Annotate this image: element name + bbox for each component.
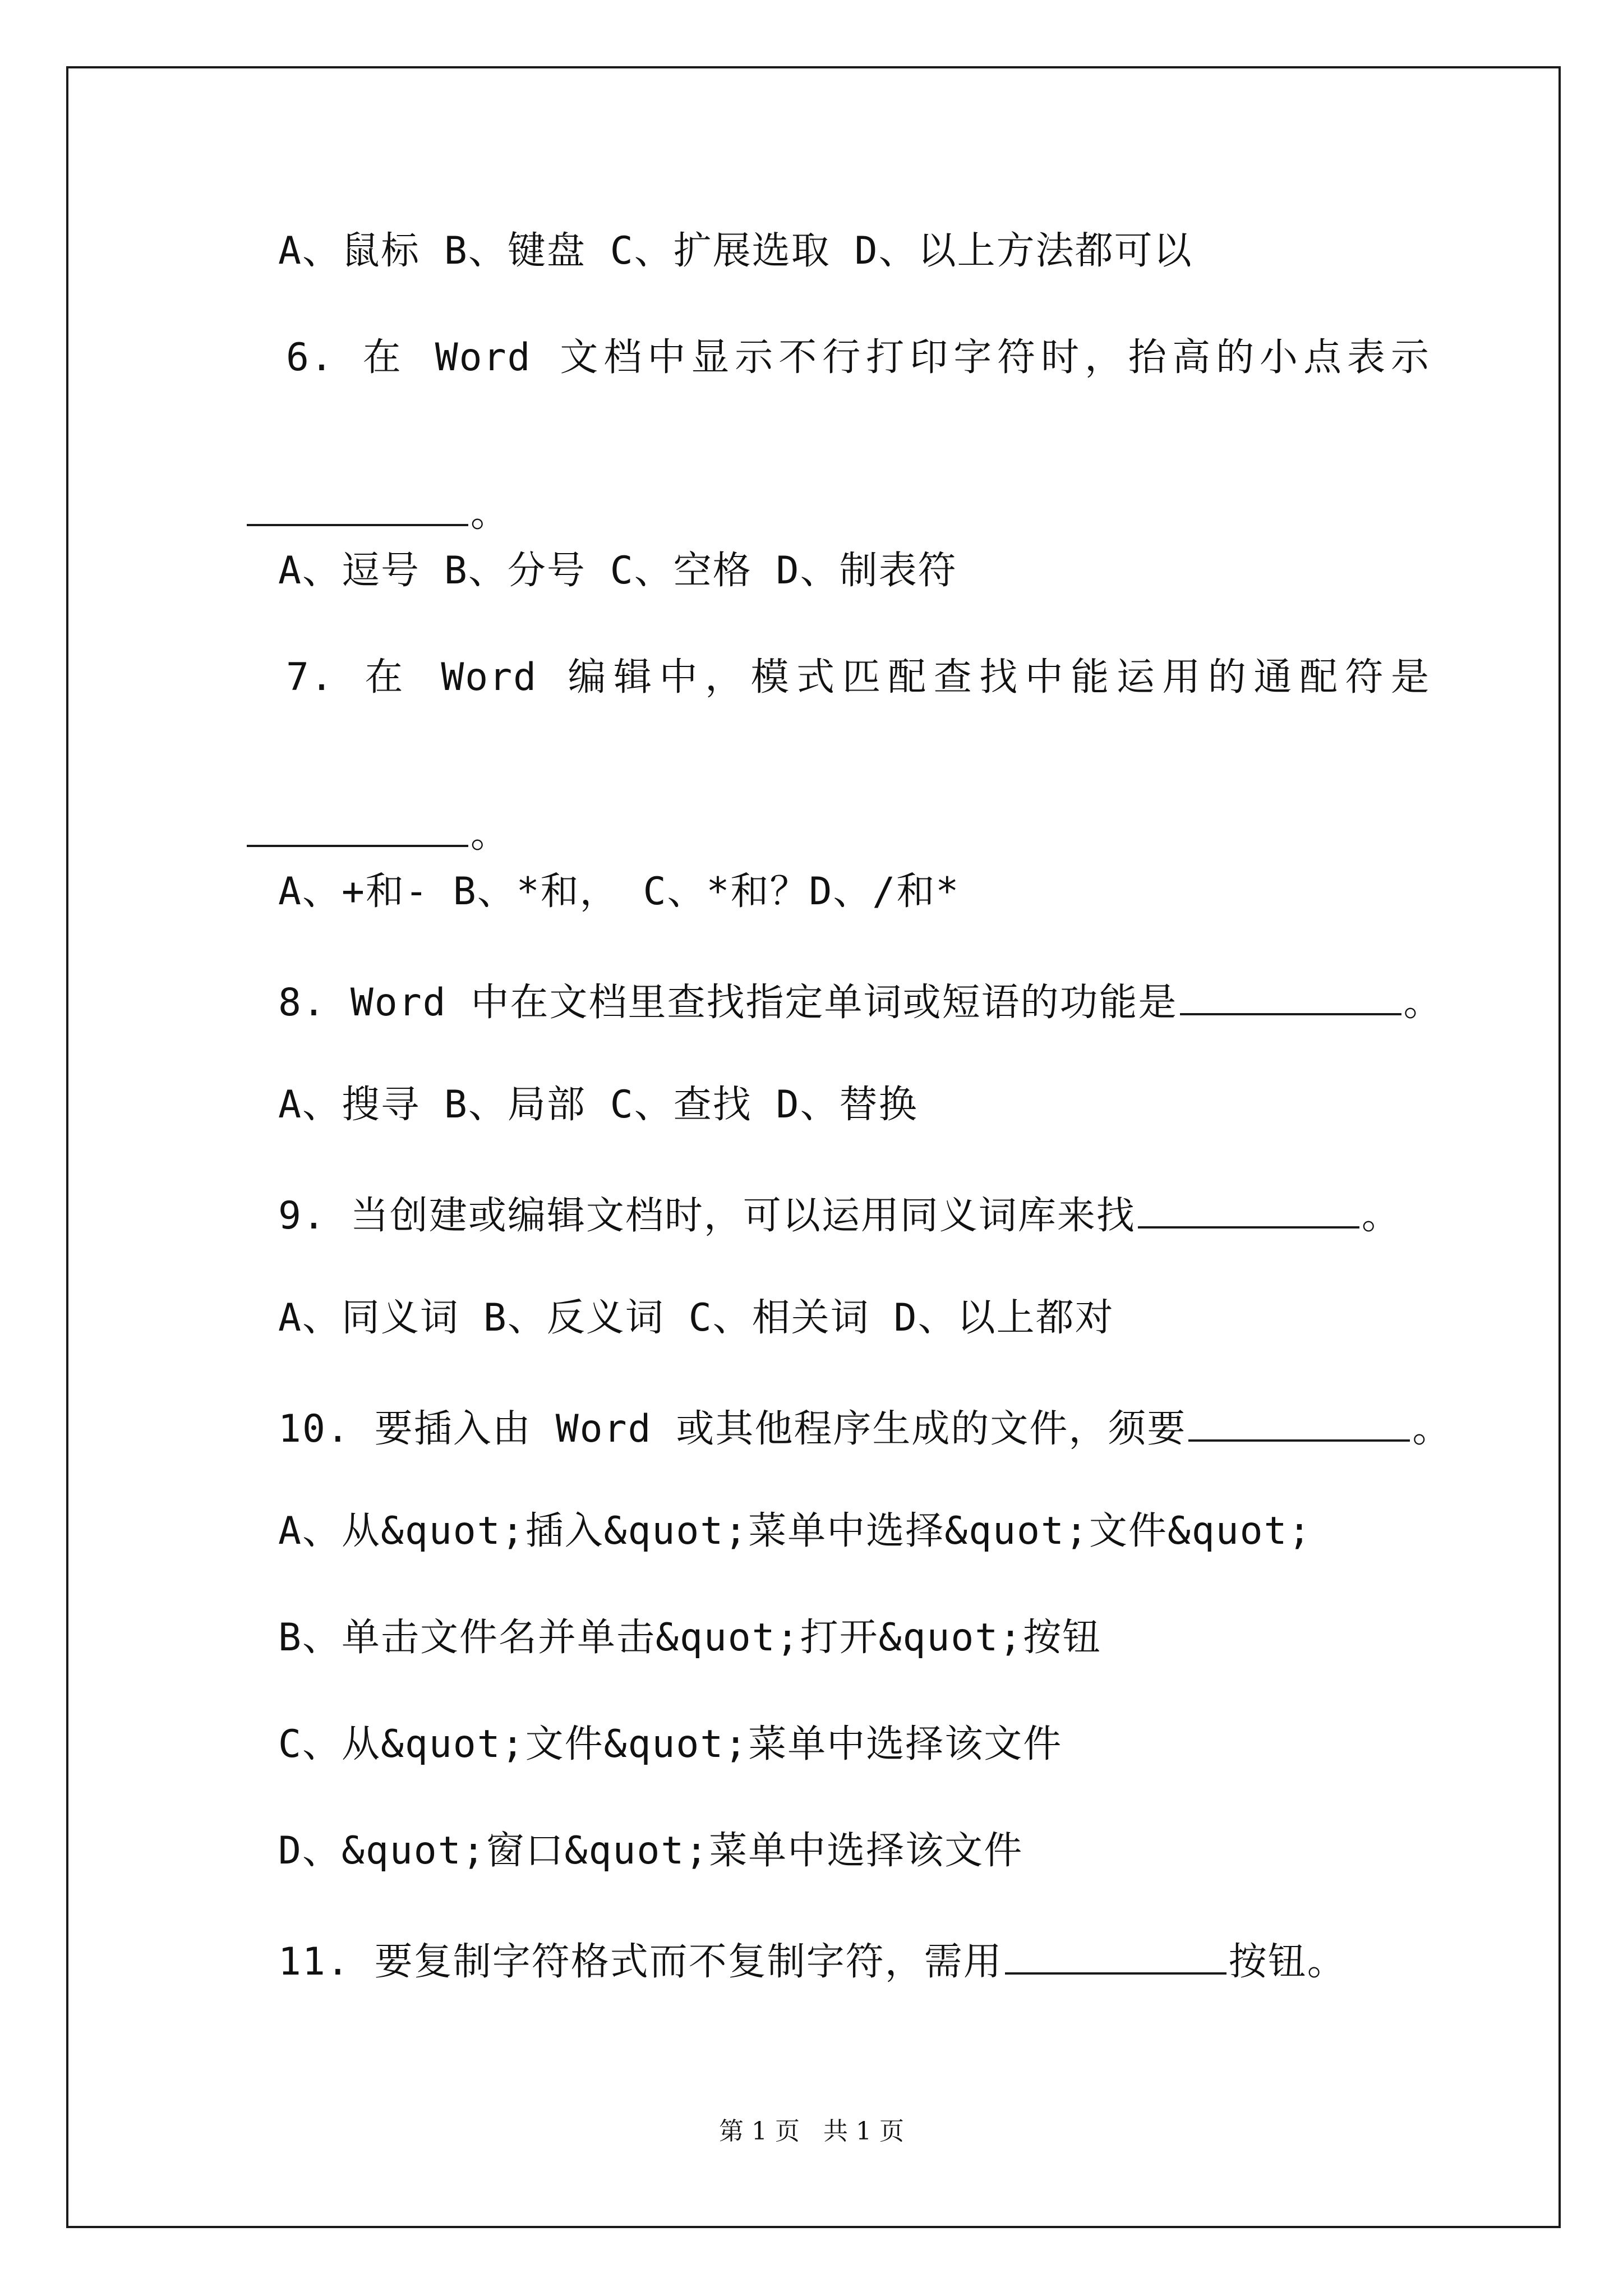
answer-blank[interactable] [247, 808, 468, 847]
answer-blank[interactable] [1188, 1402, 1410, 1442]
question-7-answer-line: 。 [196, 763, 510, 857]
page-footer: 第 1 页 共 1 页 [719, 2117, 904, 2146]
question-9-options: A、同义词 B、反义词 C、相关词 D、以上都对 [278, 1296, 1114, 1340]
answer-blank[interactable] [1138, 1189, 1359, 1228]
question-6-text: 6. 在 Word 文档中显示不行打印字符时，抬高的小点表示 [286, 335, 1430, 380]
question-10-option-d: D、&quot;窗口&quot;菜单中选择该文件 [278, 1829, 1023, 1873]
question-6-answer-line: 。 [196, 442, 510, 536]
question-6-options: A、逗号 B、分号 C、空格 D、制表符 [278, 549, 957, 593]
question-5-options: A、鼠标 B、键盘 C、扩展选取 D、以上方法都可以 [278, 229, 1193, 273]
question-10-option-c: C、从&quot;文件&quot;菜单中选择该文件 [278, 1722, 1063, 1766]
question-10-option-a: A、从&quot;插入&quot;菜单中选择&quot;文件&quot; [278, 1509, 1312, 1553]
question-10-text: 10. 要插入由 Word 或其他程序生成的文件，须要 。 [278, 1402, 1451, 1452]
question-10-option-b: B、单击文件名并单击&quot;打开&quot;按钮 [278, 1616, 1102, 1660]
answer-blank[interactable] [247, 487, 468, 526]
question-8-options: A、搜寻 B、局部 C、查找 D、替换 [278, 1083, 918, 1127]
answer-blank[interactable] [1005, 1935, 1227, 1975]
question-7-text: 7. 在 Word 编辑中，模式匹配查找中能运用的通配符是 [286, 655, 1430, 700]
question-9-text: 9. 当创建或编辑文档时，可以运用同义词库来找 。 [278, 1189, 1401, 1239]
question-7-options: A、+和- B、*和， C、*和？D、/和* [278, 869, 960, 914]
page-border [66, 66, 1561, 2228]
question-11-text: 11. 要复制字符格式而不复制字符，需用 按钮。 [278, 1935, 1347, 1985]
question-8-text: 8. Word 中在文档里查找指定单词或短语的功能是 。 [278, 976, 1443, 1025]
answer-blank[interactable] [1180, 976, 1401, 1015]
